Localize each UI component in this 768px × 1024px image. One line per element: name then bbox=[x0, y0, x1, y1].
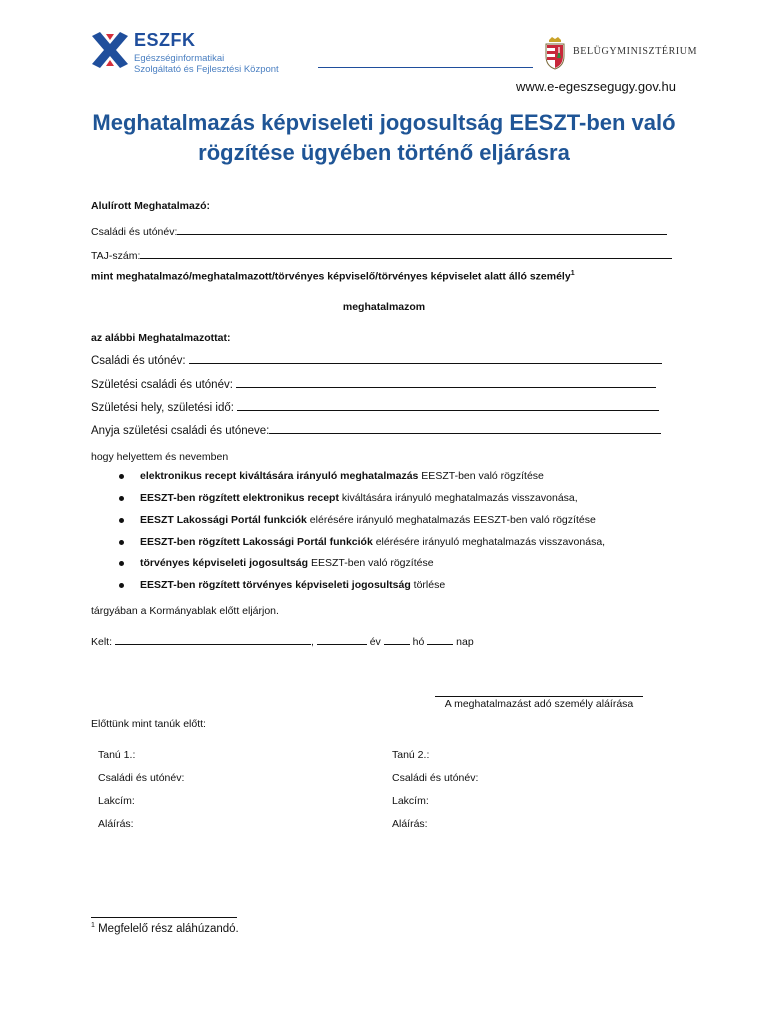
title-line-2: rögzítése ügyében történő eljárásra bbox=[198, 140, 570, 165]
footnote-ref: 1 bbox=[570, 270, 575, 277]
footnote-text: Megfelelő rész aláhúzandó. bbox=[94, 922, 239, 935]
month-field[interactable] bbox=[384, 634, 410, 645]
list-item: elektronikus recept kiváltására irányuló meghatalmazás EESZT-ben való rögzítése bbox=[140, 470, 544, 482]
document-title bbox=[80, 108, 688, 168]
place-field[interactable] bbox=[115, 634, 311, 645]
birth-name-label: Születési családi és utónév: bbox=[91, 379, 233, 391]
grantee-name-label: Családi és utónév: bbox=[91, 355, 186, 367]
footnote-rule bbox=[91, 917, 237, 918]
kelt-label: Kelt: bbox=[91, 636, 113, 648]
day-label: nap bbox=[456, 636, 474, 648]
witness-2-name-label: Családi és utónév: bbox=[392, 772, 479, 784]
grantor-name-label: Családi és utónév: bbox=[91, 226, 178, 238]
witness-2-address-label: Lakcím: bbox=[392, 795, 429, 807]
taj-field[interactable] bbox=[140, 248, 672, 259]
list-item: EESZT-ben rögzített törvényes képviseleti jogosultság törlése bbox=[140, 579, 446, 591]
signature-line[interactable] bbox=[435, 696, 643, 697]
taj-label: TAJ-szám: bbox=[91, 250, 141, 262]
witness-1-name-label: Családi és utónév: bbox=[98, 772, 185, 784]
bullet-dot bbox=[119, 474, 124, 479]
witnesses-heading: Előttünk mint tanúk előtt: bbox=[91, 718, 206, 730]
eszfk-logo bbox=[90, 30, 350, 78]
coat-of-arms-icon bbox=[543, 36, 567, 70]
birth-name-field[interactable] bbox=[236, 377, 656, 388]
logo-subtitle-1: Egészséginformatikai bbox=[134, 53, 225, 64]
ministry-logo bbox=[543, 36, 698, 72]
day-field[interactable] bbox=[427, 634, 453, 645]
grantor-taj-row bbox=[91, 248, 672, 262]
birth-place-field[interactable] bbox=[237, 400, 659, 411]
list-item: törvényes képviseleti jogosultság EESZT-ben való rögzítése bbox=[140, 557, 434, 569]
mother-name-label: Anyja születési családi és utóneve: bbox=[91, 425, 270, 437]
year-label: év bbox=[369, 636, 381, 648]
grantee-birth-name-row bbox=[91, 377, 656, 391]
authorize-word: meghatalmazom bbox=[342, 301, 426, 313]
witness-2-signature-label: Aláírás: bbox=[392, 818, 428, 830]
witness-1-address-label: Lakcím: bbox=[98, 795, 135, 807]
grantee-heading: az alábbi Meghatalmazottat: bbox=[91, 332, 231, 344]
title-line-1: Meghatalmazás képviseleti jogosultság EESZT-ben való bbox=[92, 110, 676, 135]
logo-name: ESZFK bbox=[134, 30, 196, 50]
signature-caption: A meghatalmazást adó személy aláírása bbox=[444, 698, 634, 710]
role-options: mint meghatalmazó/meghatalmazott/törvényes képviselő/törvényes képviselet alatt álló személy bbox=[91, 270, 571, 283]
logo-subtitle-2: Szolgáltató és Fejlesztési Központ bbox=[134, 64, 279, 75]
header-rule bbox=[318, 67, 533, 68]
bullet-dot bbox=[119, 561, 124, 566]
mother-name-field[interactable] bbox=[269, 423, 661, 434]
witness-1-signature-label: Aláírás: bbox=[98, 818, 134, 830]
month-label: hó bbox=[412, 636, 425, 648]
bullet-dot bbox=[119, 518, 124, 523]
bullet-dot bbox=[119, 496, 124, 501]
year-field[interactable] bbox=[317, 634, 367, 645]
bullet-dot bbox=[119, 540, 124, 545]
grantor-heading: Alulírott Meghatalmazó: bbox=[91, 200, 211, 212]
list-item: EESZT-ben rögzített Lakossági Portál funkciók elérésére irányuló meghatalmazás visszavonása, bbox=[140, 536, 606, 548]
grantee-birth-place-row bbox=[91, 400, 659, 414]
grantee-mother-row bbox=[91, 423, 661, 437]
list-item: EESZT-ben rögzített elektronikus recept kiváltására irányuló meghatalmazás visszavonása, bbox=[140, 492, 578, 504]
bullet-dot bbox=[119, 583, 124, 588]
grantor-role-text[interactable] bbox=[91, 270, 575, 283]
ministry-name: BELÜGYMINISZTÉRIUM bbox=[573, 46, 698, 57]
grantee-name-row bbox=[91, 353, 662, 367]
grantee-name-field[interactable] bbox=[189, 353, 662, 364]
intro-text: hogy helyettem és nevemben bbox=[91, 451, 229, 463]
footnote bbox=[91, 922, 239, 935]
eszfk-x-icon bbox=[90, 30, 130, 70]
date-line bbox=[91, 634, 474, 648]
witness-1-title: Tanú 1.: bbox=[98, 749, 136, 761]
footnote-number: 1 bbox=[91, 922, 95, 929]
grantor-name-row bbox=[91, 224, 667, 238]
website-link[interactable]: www.e-egeszsegugy.gov.hu bbox=[516, 79, 676, 94]
witness-2-title: Tanú 2.: bbox=[392, 749, 430, 761]
closing-text: tárgyában a Kormányablak előtt eljárjon. bbox=[91, 605, 279, 617]
comma: , bbox=[310, 636, 314, 648]
list-item: EESZT Lakossági Portál funkciók elérésére irányuló meghatalmazás EESZT-ben való rögzítése bbox=[140, 514, 596, 526]
grantor-name-field[interactable] bbox=[177, 224, 667, 235]
birth-place-label: Születési hely, születési idő: bbox=[91, 402, 234, 414]
